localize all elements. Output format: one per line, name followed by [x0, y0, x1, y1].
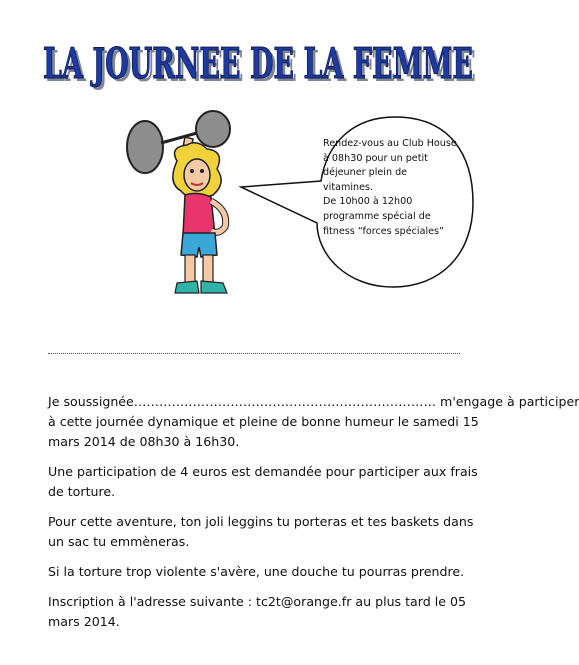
shower-line: Si la torture trop violente s'avère, une douche tu pourras prendre.	[48, 564, 465, 579]
equipment-paragraph	[48, 512, 474, 552]
registration-form	[48, 392, 579, 642]
bubble-line: fitness “forces spéciales”	[323, 225, 445, 237]
engagement-line: à cette journée dynamique et pleine de bonne humeur le samedi 15	[48, 414, 479, 429]
title-shadow: LA JOURNEE DE LA FEMME	[46, 42, 476, 91]
fee-paragraph	[48, 462, 478, 502]
bubble-line: vitamines.	[323, 181, 374, 193]
bubble-line: à 08h30 pour un petit	[323, 152, 428, 164]
bubble-line: Rendez-vous au Club House	[323, 138, 457, 149]
shower-paragraph	[48, 562, 466, 582]
page-title	[38, 34, 478, 90]
cut-line-divider	[48, 353, 460, 354]
bubble-line: De 10h00 à 12h00	[323, 196, 413, 208]
fee-line: de torture.	[48, 484, 116, 499]
registration-line: mars 2014.	[48, 614, 120, 629]
equipment-line: un sac tu emmèneras.	[48, 534, 190, 549]
equipment-line: Pour cette aventure, ton joli leggins tu porteras et tes baskets dans	[48, 514, 474, 529]
registration-line: Inscription à l'adresse suivante : tc2t@orange.fr au plus tard le 05	[48, 594, 466, 609]
engagement-line: Je soussignée……………………………………………………………… m'engage à participer	[48, 394, 579, 409]
speech-bubble	[235, 115, 475, 290]
registration-paragraph	[48, 592, 466, 632]
fee-line: Une participation de 4 euros est demandée pour participer aux frais	[48, 464, 478, 479]
bubble-text	[323, 137, 463, 239]
engagement-line: mars 2014 de 08h30 à 16h30.	[48, 434, 240, 449]
title-text: LA JOURNEE DE LA FEMME	[43, 39, 473, 88]
engagement-paragraph	[48, 392, 579, 452]
weightlifting-woman-icon	[125, 105, 245, 305]
bubble-line: déjeuner plein de	[323, 167, 408, 179]
bubble-line: programme spécial de	[323, 210, 431, 222]
